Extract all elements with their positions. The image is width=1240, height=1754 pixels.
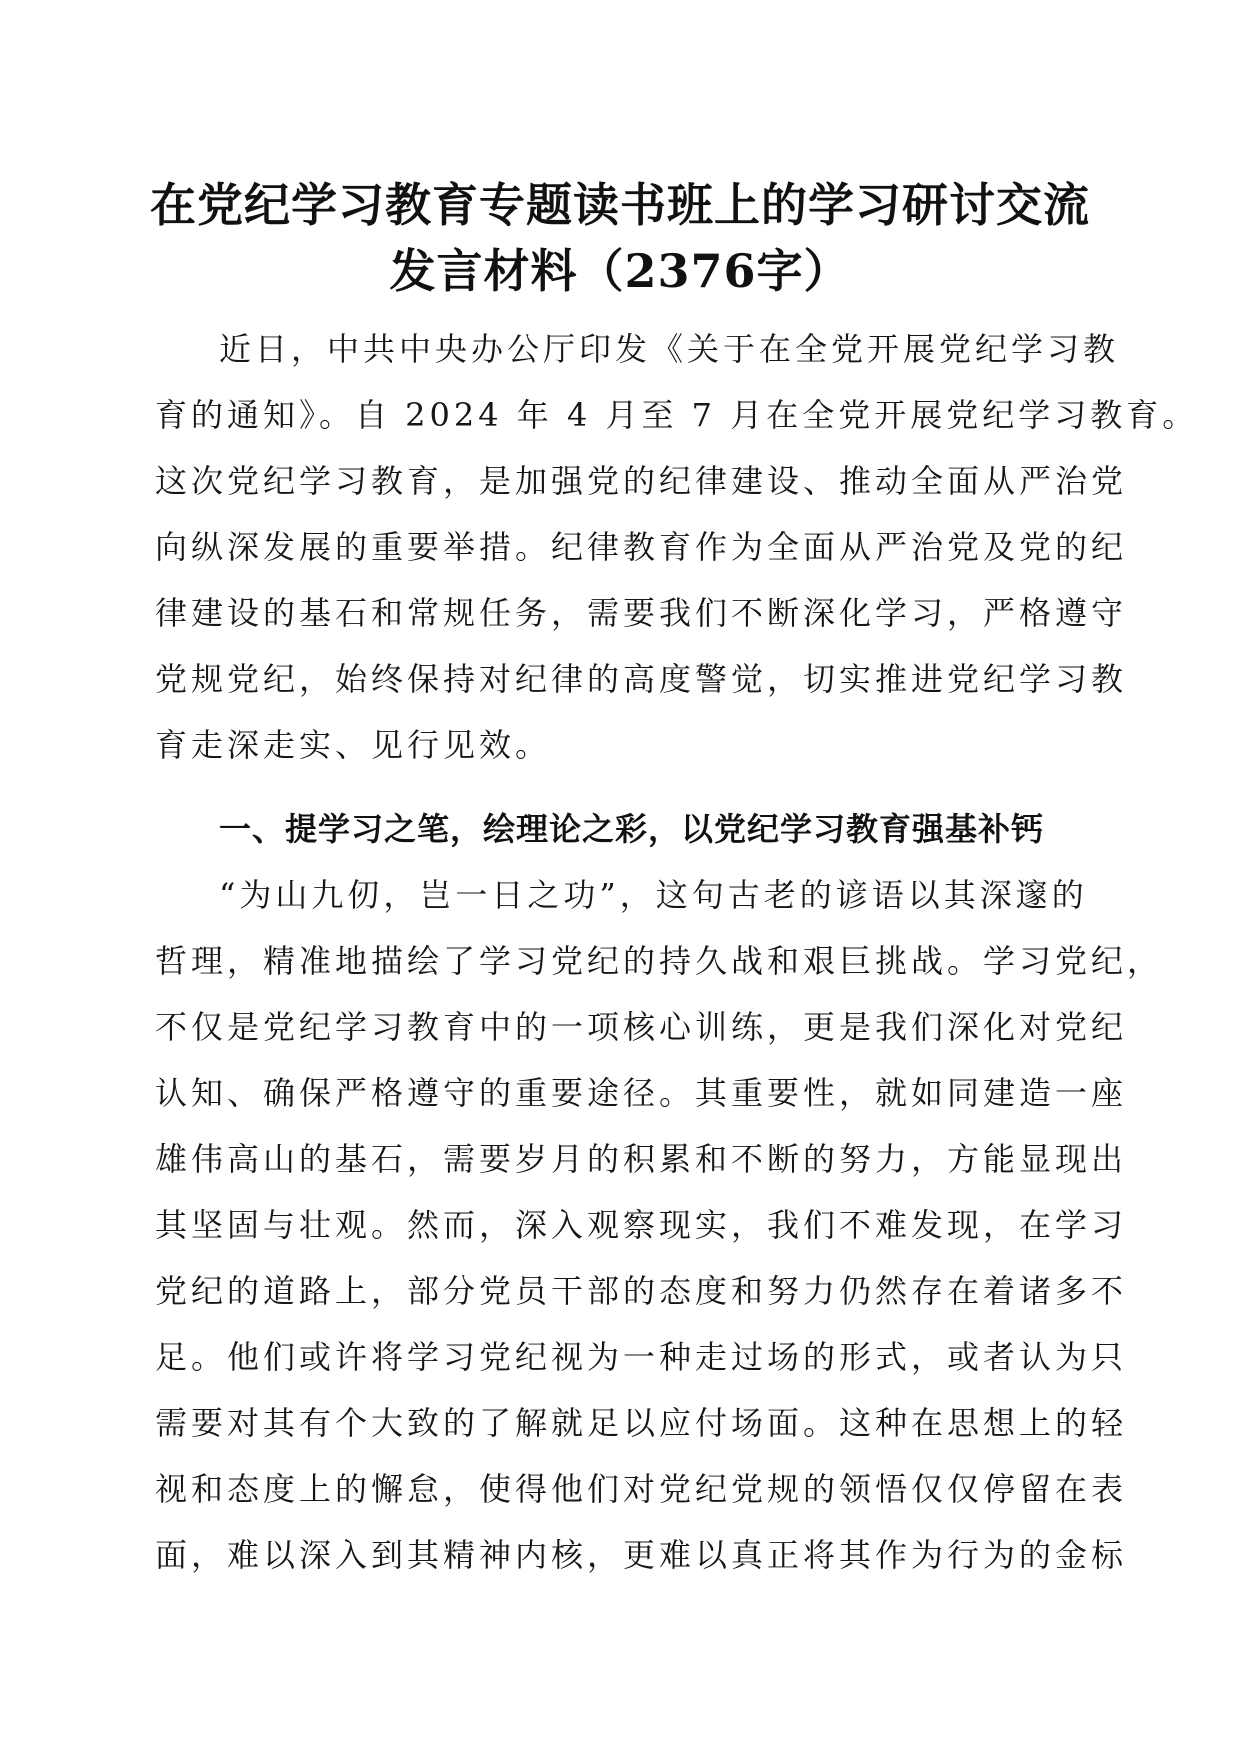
text-line: 向纵深发展的重要举措。纪律教育作为全面从严治党及党的纪 [155, 528, 1128, 566]
intro-paragraph [155, 316, 1199, 778]
text-line: 不仅是党纪学习教育中的一项核心训练，更是我们深化对党纪 [155, 1008, 1128, 1046]
text-line: 律建设的基石和常规任务，需要我们不断深化学习，严格遵守 [155, 594, 1128, 632]
text-line: 近日，中共中央办公厅印发《关于在全党开展党纪学习教 [219, 330, 1120, 368]
document-body [155, 316, 1199, 1588]
text-line: 雄伟高山的基石，需要岁月的积累和不断的努力，方能显现出 [155, 1140, 1128, 1178]
section-1-heading: 一、提学习之笔，绘理论之彩，以党纪学习教育强基补钙 [219, 810, 1045, 848]
text-line: 足。他们或许将学习党纪视为一种走过场的形式，或者认为只 [155, 1338, 1128, 1376]
text-line: 认知、确保严格遵守的重要途径。其重要性，就如同建造一座 [155, 1074, 1128, 1112]
text-line: “为山九仞，岂一日之功”，这句古老的谚语以其深邃的 [219, 876, 1088, 914]
text-line: 育走深走实、见行见效。 [155, 726, 552, 764]
document-title [120, 172, 1120, 304]
title-line-2: 发言材料（2376字） [389, 244, 851, 298]
title-line-1: 在党纪学习教育专题读书班上的学习研讨交流 [150, 178, 1090, 232]
text-line: 视和态度上的懈怠，使得他们对党纪党规的领悟仅仅停留在表 [155, 1470, 1128, 1508]
text-line: 党纪的道路上，部分党员干部的态度和努力仍然存在着诸多不 [155, 1272, 1128, 1310]
section-1-paragraph [155, 862, 1164, 1588]
text-line: 其坚固与壮观。然而，深入观察现实，我们不难发现，在学习 [155, 1206, 1128, 1244]
text-line: 哲理，精准地描绘了学习党纪的持久战和艰巨挑战。学习党纪， [155, 942, 1164, 980]
text-line: 面，难以深入到其精神内核，更难以真正将其作为行为的金标 [155, 1536, 1128, 1574]
text-line: 需要对其有个大致的了解就足以应付场面。这种在思想上的轻 [155, 1404, 1128, 1442]
text-line: 育的通知》。自 2024 年 4 月至 7 月在全党开展党纪学习教育。 [155, 396, 1199, 434]
text-line: 这次党纪学习教育，是加强党的纪律建设、推动全面从严治党 [155, 462, 1128, 500]
text-line: 党规党纪，始终保持对纪律的高度警觉，切实推进党纪学习教 [155, 660, 1128, 698]
